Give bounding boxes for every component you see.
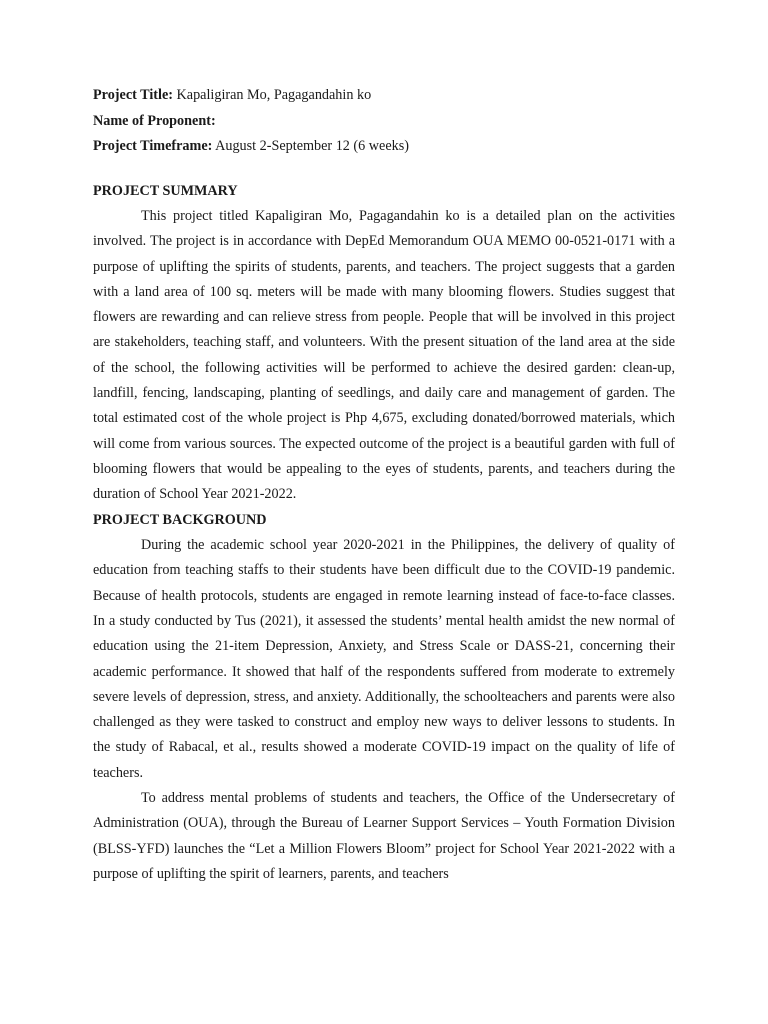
summary-paragraph: This project titled Kapaligiran Mo, Pagagandahin ko is a detailed plan on the activities involved. The project is in accordance with DepEd Memorandum OUA MEMO 00-0521-0171 with a purpose of uplifting the spirits of students, parents, and teachers. The project suggests that a garden with a land area of 100 sq. meters will be made with many blooming flowers. Studies suggest that flowers are rewarding and can relieve stress from people. People that will be involved in this project are stakeholders, teaching staff, and volunteers. With the present situation of the land area at the side of the school, the following activities will be performed to achieve the desired garden: clean-up, landfill, fencing, landscaping, planting of seedlings, and daily care and management of garden. The total estimated cost of the whole project is Php 4,675, excluding donated/borrowed materials, which will come from various sources. The expected outcome of the project is a beautiful garden with full of blooming flowers that would be appealing to the eyes of students, parents, and teachers during the duration of School Year 2021-2022. xyxy=(93,208,675,503)
background-heading: PROJECT BACKGROUND xyxy=(93,511,267,528)
proponent-label: Name of Proponent: xyxy=(93,112,216,129)
spacer xyxy=(93,160,675,179)
project-title-line xyxy=(93,83,675,109)
project-title-label: Project Title: xyxy=(93,87,173,103)
document-page xyxy=(93,83,675,887)
timeframe-value: August 2-September 12 (6 weeks) xyxy=(212,138,409,154)
timeframe-line xyxy=(93,134,675,160)
background-paragraph-1: During the academic school year 2020-2021 in the Philippines, the delivery of quality of education from teaching staffs to their students have been difficult due to the COVID-19 pandemic. Because of health protocols, students are engaged in remote learning instead of face-to-face classes. In a study conducted by Tus (2021), it assessed the students’ mental health amidst the new normal of education using the 21-item Depression, Anxiety, and Stress Scale or DASS-21, concerning their academic performance. It showed that half of the respondents suffered from moderate to extremely severe levels of depression, stress, and anxiety. Additionally, the schoolteachers and parents were also challenged as they were tasked to construct and employ new ways to deliver lessons to students. In the study of Rabacal, et al., results showed a moderate COVID-19 impact on the quality of life of teachers. xyxy=(93,537,675,781)
project-title-value: Kapaligiran Mo, Pagagandahin ko xyxy=(172,87,372,103)
timeframe-label: Project Timeframe: xyxy=(93,138,213,154)
proponent-line xyxy=(93,109,675,135)
background-paragraph-2: To address mental problems of students and teachers, the Office of the Undersecretary of Administration (OUA), through the Bureau of Learner Support Services – Youth Formation Division (BLSS-YFD) launches the “Let a Million Flowers Bloom” project for School Year 2021-2022 with a purpose of uplifting the spirit of learners, parents, and teachers xyxy=(93,790,675,882)
summary-heading: PROJECT SUMMARY xyxy=(93,182,238,199)
